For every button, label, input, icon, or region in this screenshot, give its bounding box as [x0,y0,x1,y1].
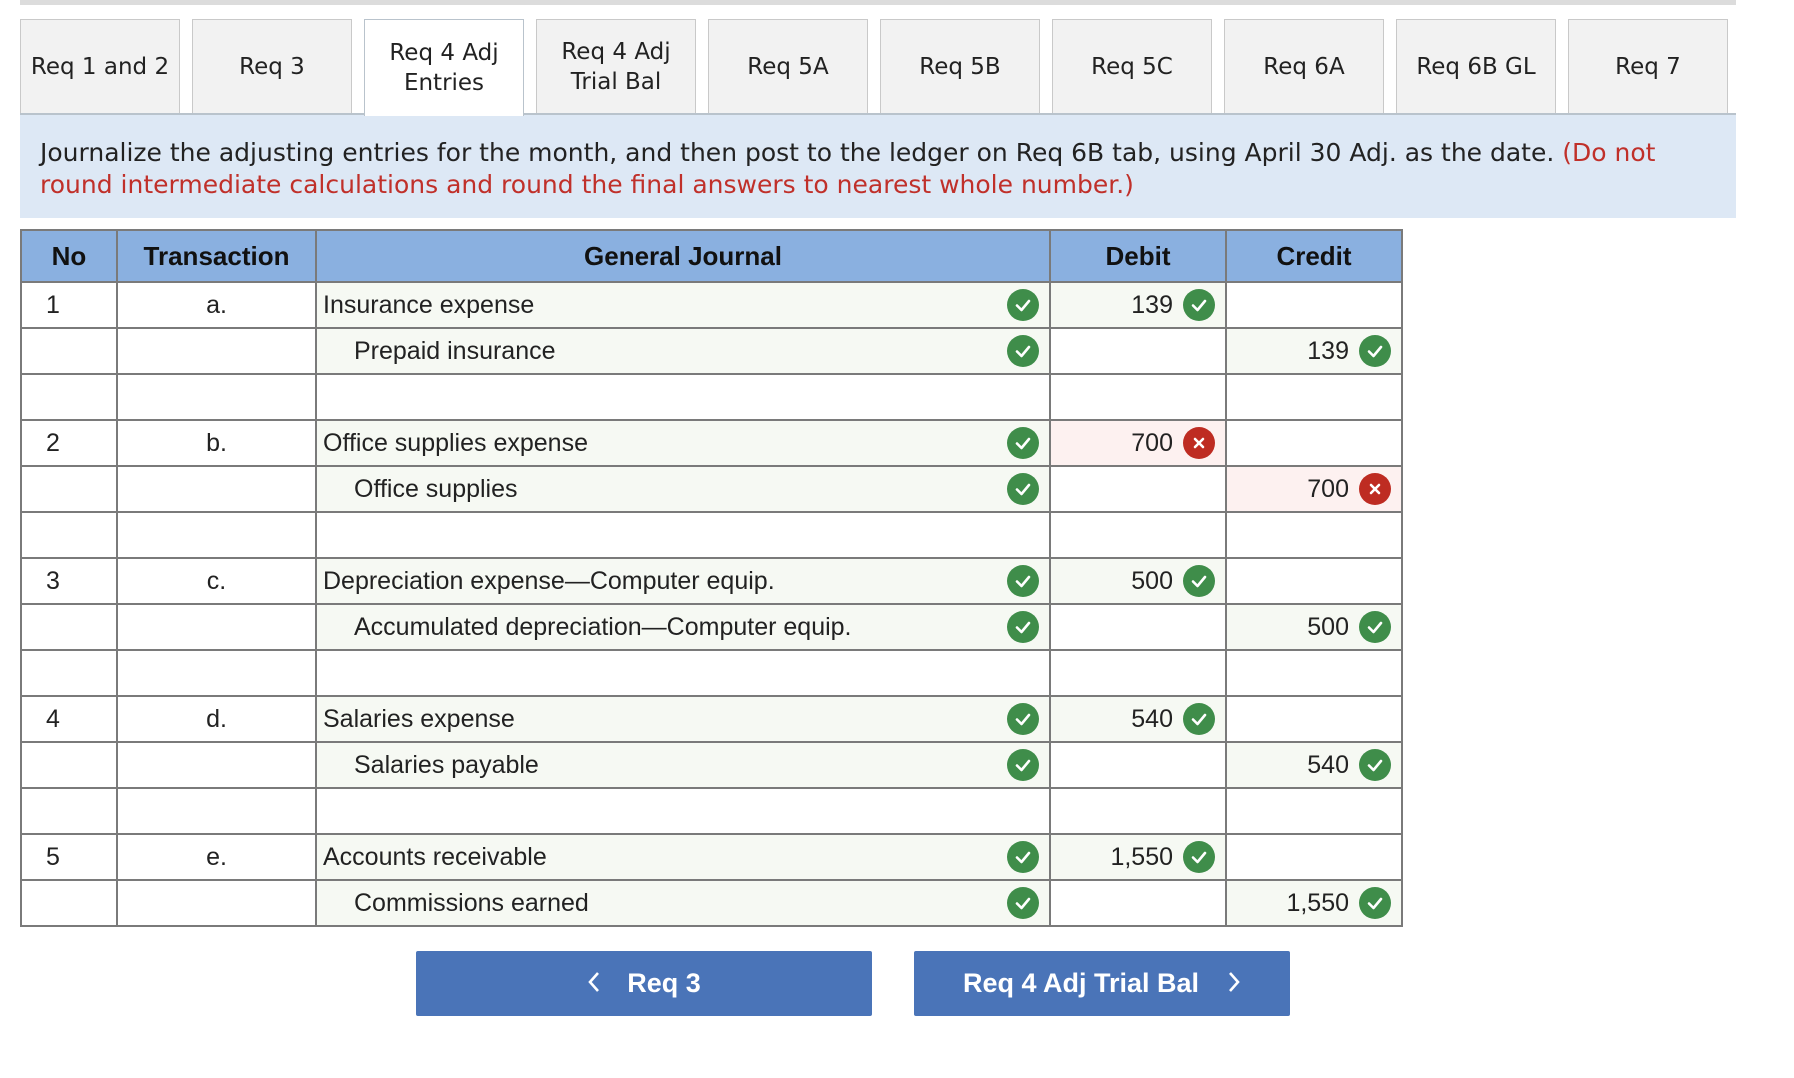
check-icon [1359,335,1391,367]
check-icon [1183,565,1215,597]
debit-input[interactable] [1050,420,1226,466]
credit-value: 540 [1307,750,1349,779]
debit-value: 500 [1131,566,1173,595]
credit-value: 139 [1307,336,1349,365]
credit-value: 1,550 [1286,888,1349,917]
account-select[interactable] [316,512,1050,558]
check-icon [1007,565,1039,597]
check-icon [1007,703,1039,735]
transaction-cell[interactable] [117,742,316,788]
journal-row [21,696,1402,742]
x-icon [1183,427,1215,459]
top-divider [20,0,1736,5]
debit-input[interactable] [1050,650,1226,696]
transaction-cell[interactable]: c. [117,558,316,604]
tab-req-5a[interactable] [708,19,868,113]
journal-row [21,466,1402,512]
credit-input[interactable] [1226,604,1402,650]
transaction-cell[interactable] [117,374,316,420]
journal-row [21,512,1402,558]
debit-value: 700 [1131,428,1173,457]
chevron-left-icon [587,967,601,1001]
credit-input[interactable] [1226,696,1402,742]
journal-row [21,282,1402,328]
debit-input[interactable] [1050,834,1226,880]
check-icon [1359,611,1391,643]
instruction-note: (Do not round intermediate calculations and round the final answers to nearest whole number.) [40,138,1656,199]
check-icon [1007,841,1039,873]
tab-label: Req 4 Adj Entries [389,40,499,96]
general-journal-table [20,229,1403,927]
account-select[interactable] [316,742,1050,788]
tab-label: Req 3 [239,53,305,80]
tab-label: Req 5B [919,53,1001,80]
tab-label: Req 4 Adj Trial Bal [561,38,671,95]
transaction-cell[interactable]: b. [117,420,316,466]
next-req-4-adj-trial-bal-button[interactable] [914,951,1290,1016]
account-name: Prepaid insurance [354,336,556,365]
transaction-cell[interactable] [117,512,316,558]
tab-req-6b-gl[interactable] [1396,19,1556,113]
account-select[interactable] [316,834,1050,880]
debit-input[interactable] [1050,466,1226,512]
debit-input[interactable] [1050,558,1226,604]
tab-req-4-adj-entries[interactable] [364,19,524,116]
account-select[interactable] [316,420,1050,466]
account-select[interactable] [316,466,1050,512]
transaction-cell[interactable]: e. [117,834,316,880]
journal-row [21,650,1402,696]
prev-button-label: Req 3 [627,968,701,998]
check-icon [1007,611,1039,643]
credit-input[interactable] [1226,880,1402,926]
header-debit: Debit [1050,230,1226,282]
account-name [317,521,323,549]
journal-row [21,420,1402,466]
journal-row [21,788,1402,834]
header-credit: Credit [1226,230,1402,282]
debit-input[interactable] [1050,374,1226,420]
tab-req-5c[interactable] [1052,19,1212,113]
requirement-tabs [20,19,1736,115]
account-name: Salaries payable [354,750,539,779]
tab-req-1-and-2[interactable] [20,19,180,113]
account-name [317,797,323,825]
journal-row [21,604,1402,650]
credit-input[interactable] [1226,834,1402,880]
credit-value: 500 [1307,612,1349,641]
credit-value: 700 [1307,474,1349,503]
debit-value: 1,550 [1110,842,1173,871]
tab-req-4-adj-trial-bal[interactable] [536,19,696,113]
entry-number-cell: 1 [21,282,117,328]
check-icon [1007,427,1039,459]
header-transaction: Transaction [117,230,316,282]
account-select[interactable] [316,604,1050,650]
table-header-row [21,230,1402,282]
entry-number-cell [21,880,117,926]
check-icon [1359,887,1391,919]
entry-number-cell: 3 [21,558,117,604]
tab-req-3[interactable] [192,19,352,113]
tab-label: Req 1 and 2 [30,53,170,80]
x-icon [1359,473,1391,505]
credit-input[interactable] [1226,558,1402,604]
instruction-box [20,115,1736,218]
check-icon [1183,289,1215,321]
entry-number-cell [21,466,117,512]
debit-input[interactable] [1050,328,1226,374]
account-name: Commissions earned [354,888,589,917]
credit-input[interactable] [1226,512,1402,558]
entry-number-cell: 4 [21,696,117,742]
tab-req-5b[interactable] [880,19,1040,113]
check-icon [1007,335,1039,367]
check-icon [1007,887,1039,919]
debit-input[interactable] [1050,604,1226,650]
account-select[interactable] [316,558,1050,604]
account-select[interactable] [316,880,1050,926]
account-name: Salaries expense [323,704,515,733]
header-no: No [21,230,117,282]
tab-label: Req 5C [1091,53,1173,80]
debit-input[interactable] [1050,880,1226,926]
account-name: Office supplies expense [323,428,588,457]
account-select[interactable] [316,328,1050,374]
debit-input[interactable] [1050,788,1226,834]
journal-row [21,328,1402,374]
entry-number-cell: 5 [21,834,117,880]
tab-label: Req 7 [1615,53,1681,80]
journal-row [21,880,1402,926]
tab-req-7[interactable] [1568,19,1728,113]
transaction-cell[interactable] [117,880,316,926]
account-select[interactable] [316,650,1050,696]
journal-row [21,558,1402,604]
instruction-text: Journalize the adjusting entries for the month, and then post to the ledger on Req 6B tab, using April 30 Adj. as the date. [40,138,1555,167]
account-select[interactable] [316,696,1050,742]
debit-input[interactable] [1050,742,1226,788]
debit-value: 139 [1131,290,1173,319]
account-select[interactable] [316,282,1050,328]
entry-number-cell: 2 [21,420,117,466]
journal-row [21,374,1402,420]
transaction-cell[interactable] [117,650,316,696]
entry-number-cell [21,328,117,374]
entry-number-cell [21,604,117,650]
account-name [317,659,323,687]
transaction-cell[interactable]: a. [117,282,316,328]
check-icon [1359,749,1391,781]
prev-req-3-button[interactable] [416,951,872,1016]
account-select[interactable] [316,788,1050,834]
check-icon [1007,289,1039,321]
check-icon [1007,473,1039,505]
journal-row [21,742,1402,788]
next-button-label: Req 4 Adj Trial Bal [962,968,1200,998]
credit-input[interactable] [1226,742,1402,788]
tab-label: Req 6B GL [1416,53,1536,80]
tab-label: Req 6A [1263,53,1345,80]
account-name: Depreciation expense—Computer equip. [323,566,775,595]
debit-value: 540 [1131,704,1173,733]
entry-number-cell [21,742,117,788]
header-general-journal: General Journal [316,230,1050,282]
entry-number-cell [21,788,117,834]
debit-input[interactable] [1050,512,1226,558]
tab-req-6a[interactable] [1224,19,1384,113]
credit-input[interactable] [1226,650,1402,696]
account-name: Insurance expense [323,290,535,319]
check-icon [1183,841,1215,873]
transaction-cell[interactable]: d. [117,696,316,742]
journal-row [21,834,1402,880]
chevron-right-icon [1227,967,1241,1001]
check-icon [1183,703,1215,735]
entry-number-cell [21,650,117,696]
credit-input[interactable] [1226,420,1402,466]
credit-input[interactable] [1226,466,1402,512]
account-name: Office supplies [354,474,518,503]
account-name: Accumulated depreciation—Computer equip. [354,612,852,641]
debit-input[interactable] [1050,282,1226,328]
credit-input[interactable] [1226,788,1402,834]
transaction-cell[interactable] [117,604,316,650]
credit-input[interactable] [1226,282,1402,328]
account-name: Accounts receivable [323,842,547,871]
account-name [317,383,323,411]
credit-input[interactable] [1226,328,1402,374]
entry-number-cell [21,374,117,420]
account-select[interactable] [316,374,1050,420]
entry-number-cell [21,512,117,558]
credit-input[interactable] [1226,374,1402,420]
tab-label: Req 5A [747,53,829,80]
check-icon [1007,749,1039,781]
debit-input[interactable] [1050,696,1226,742]
transaction-cell[interactable] [117,788,316,834]
transaction-cell[interactable] [117,328,316,374]
transaction-cell[interactable] [117,466,316,512]
